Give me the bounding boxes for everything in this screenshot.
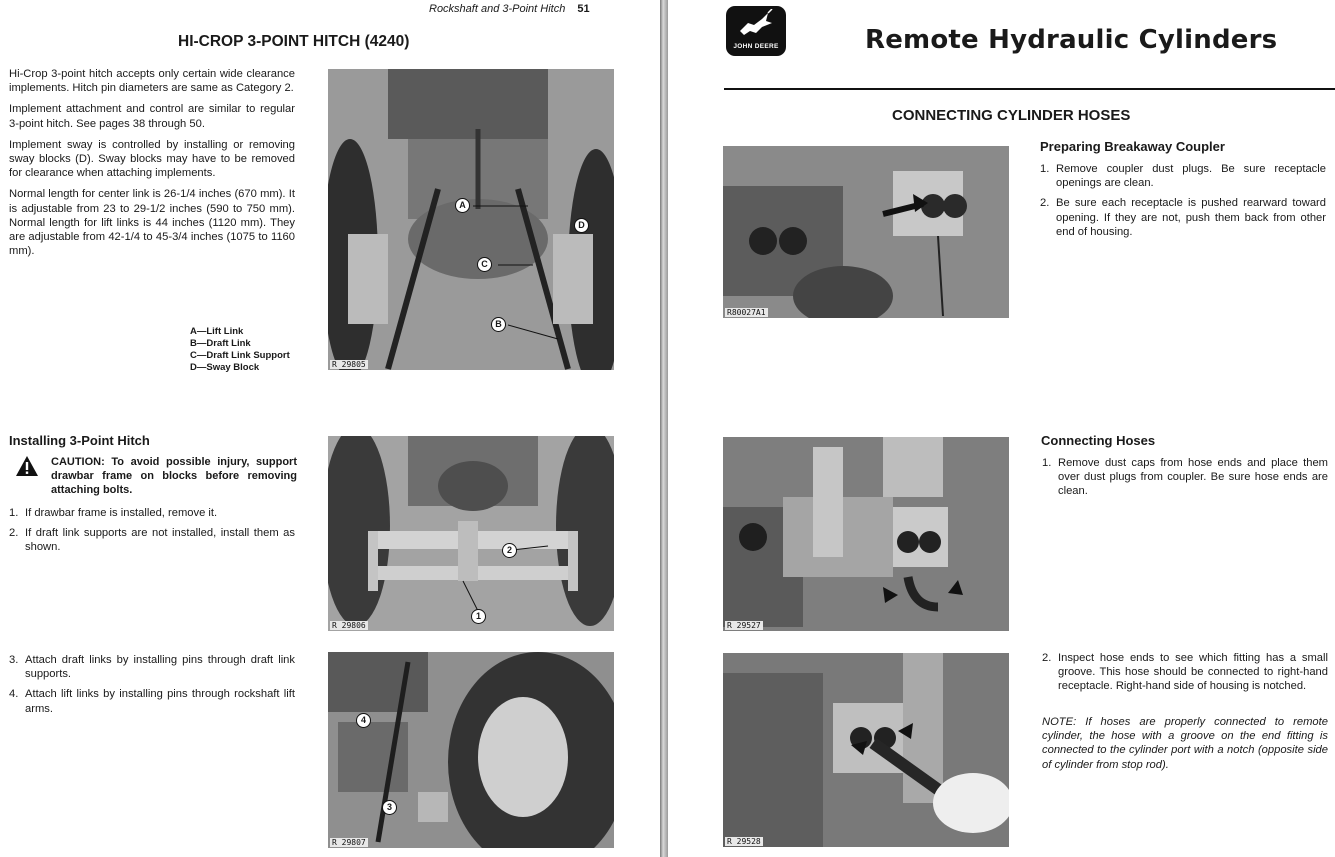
callout-2: 2 bbox=[502, 543, 517, 558]
step-number: 2. bbox=[9, 527, 19, 540]
page-number: 51 bbox=[577, 3, 590, 15]
intro-paragraph: Normal length for center link is 26-1/4 inches (670 mm). It is adjustable from 23 to 29-1/2 inches (590 to 750 mm). Normal length for lift links is 44 inches (1120 mm). They are adjustable from 42-1/4 to 45-3/4 inches (1075 to 1160 mm). bbox=[9, 188, 295, 258]
running-header bbox=[429, 3, 590, 15]
john-deere-logo bbox=[726, 6, 786, 56]
photo-legend bbox=[190, 326, 290, 374]
step-item bbox=[1042, 456, 1328, 499]
installing-heading: Installing 3-Point Hitch bbox=[9, 433, 150, 448]
title-rule bbox=[724, 88, 1335, 90]
step-item bbox=[9, 526, 295, 554]
intro-paragraph: Implement attachment and control are similar to regular 3-point hitch. See pages 38 through 50. bbox=[9, 103, 295, 130]
note-text: NOTE: If hoses are properly connected to remote cylinder, the hose with a groove on the end fitting is connected to the cylinder port with a notch (opposite side of cylinder from stop rod). bbox=[1042, 716, 1328, 771]
photo-id: R 29805 bbox=[332, 360, 366, 369]
legend-item: D—Sway Block bbox=[190, 362, 260, 373]
caution-text: CAUTION: To avoid possible injury, support drawbar frame on blocks before removing attaching bolts. bbox=[51, 456, 297, 496]
callout-a: A bbox=[455, 198, 470, 213]
groove-photo-image bbox=[723, 653, 1009, 847]
callout-b: B bbox=[491, 317, 506, 332]
deer-icon bbox=[736, 9, 776, 39]
step-item bbox=[9, 506, 295, 520]
hoses-photo bbox=[723, 437, 1009, 631]
step-text: Be sure each receptacle is pushed rearward toward opening. If they are not, push them back from other end of housing. bbox=[1056, 197, 1326, 238]
step-number: 3. bbox=[9, 654, 19, 666]
intro-text bbox=[9, 67, 295, 265]
groove-photo bbox=[723, 653, 1009, 847]
step-number: 1. bbox=[9, 507, 19, 519]
callout-3: 3 bbox=[382, 800, 397, 815]
callout-4: 4 bbox=[356, 713, 371, 728]
hoses-photo-image bbox=[723, 437, 1009, 631]
left-page bbox=[0, 0, 660, 857]
coupler-photo bbox=[723, 146, 1009, 318]
photo-id: R 29527 bbox=[727, 621, 761, 630]
intro-paragraph: Implement sway is controlled by installing or removing sway blocks (D). Sway blocks may have to be removed for clearance when attaching implements. bbox=[9, 138, 295, 180]
photo-id: R80027A1 bbox=[727, 308, 766, 317]
hitch-photo bbox=[328, 69, 614, 370]
breakaway-heading: Preparing Breakaway Coupler bbox=[1040, 139, 1225, 154]
step-text: Inspect hose ends to see which fitting has a small groove. This hose should be connected to right-hand receptacle. Right-hand side of housing is notched. bbox=[1058, 652, 1328, 693]
step-number: 2. bbox=[1040, 197, 1050, 210]
step-text: Remove dust caps from hose ends and place them over dust plugs from coupler. Be sure hose ends are clean. bbox=[1058, 457, 1328, 498]
drawbar-photo bbox=[328, 436, 614, 631]
legend-item: C—Draft Link Support bbox=[190, 350, 290, 361]
page-gutter bbox=[660, 0, 668, 857]
step-item bbox=[1040, 196, 1326, 239]
breakaway-steps bbox=[1040, 162, 1326, 245]
step-item bbox=[1042, 651, 1328, 694]
legend-item: B—Draft Link bbox=[190, 338, 251, 349]
step-text: If drawbar frame is installed, remove it. bbox=[25, 507, 218, 519]
page-title: HI-CROP 3-POINT HITCH (4240) bbox=[178, 33, 410, 50]
coupler-photo-image bbox=[723, 146, 1009, 318]
header-section: Rockshaft and 3-Point Hitch bbox=[429, 3, 566, 15]
callout-1: 1 bbox=[471, 609, 486, 624]
caution-block bbox=[15, 455, 297, 497]
step-text: If draft link supports are not installed, install them as shown. bbox=[25, 527, 295, 554]
photo-id: R 29807 bbox=[332, 838, 366, 847]
connecting-heading: Connecting Hoses bbox=[1041, 433, 1156, 448]
hitch-photo-image bbox=[328, 69, 614, 370]
callout-d: D bbox=[574, 218, 589, 233]
photo-id: R 29528 bbox=[727, 837, 761, 846]
section-title: CONNECTING CYLINDER HOSES bbox=[892, 107, 1131, 124]
step-text: Attach lift links by installing pins through rockshaft lift arms. bbox=[25, 688, 295, 715]
step-item bbox=[1040, 162, 1326, 190]
drawbar-photo-image bbox=[328, 436, 614, 631]
inspect-steps bbox=[1042, 651, 1328, 700]
connecting-steps bbox=[1042, 456, 1328, 505]
step-item bbox=[9, 687, 295, 715]
step-item bbox=[9, 653, 295, 681]
right-page bbox=[668, 0, 1335, 857]
links-photo bbox=[328, 652, 614, 848]
step-number: 1. bbox=[1040, 163, 1050, 175]
callout-c: C bbox=[477, 257, 492, 272]
intro-paragraph: Hi-Crop 3-point hitch accepts only certain wide clearance implements. Hitch pin diameters are same as Category 2. bbox=[9, 68, 295, 95]
legend-item: A—Lift Link bbox=[190, 326, 244, 337]
installing-steps bbox=[9, 506, 295, 561]
step-text: Attach draft links by installing pins through draft link supports. bbox=[25, 654, 295, 681]
step-number: 4. bbox=[9, 688, 19, 701]
step-number: 1. bbox=[1042, 457, 1052, 469]
step-text: Remove coupler dust plugs. Be sure receptacle openings are clean. bbox=[1056, 163, 1326, 190]
links-photo-image bbox=[328, 652, 614, 848]
attach-steps bbox=[9, 653, 295, 722]
page-title: Remote Hydraulic Cylinders bbox=[865, 25, 1278, 55]
warning-icon bbox=[15, 455, 39, 477]
photo-id: R 29806 bbox=[332, 621, 366, 630]
step-number: 2. bbox=[1042, 652, 1052, 664]
logo-text: JOHN DEERE bbox=[733, 43, 779, 50]
